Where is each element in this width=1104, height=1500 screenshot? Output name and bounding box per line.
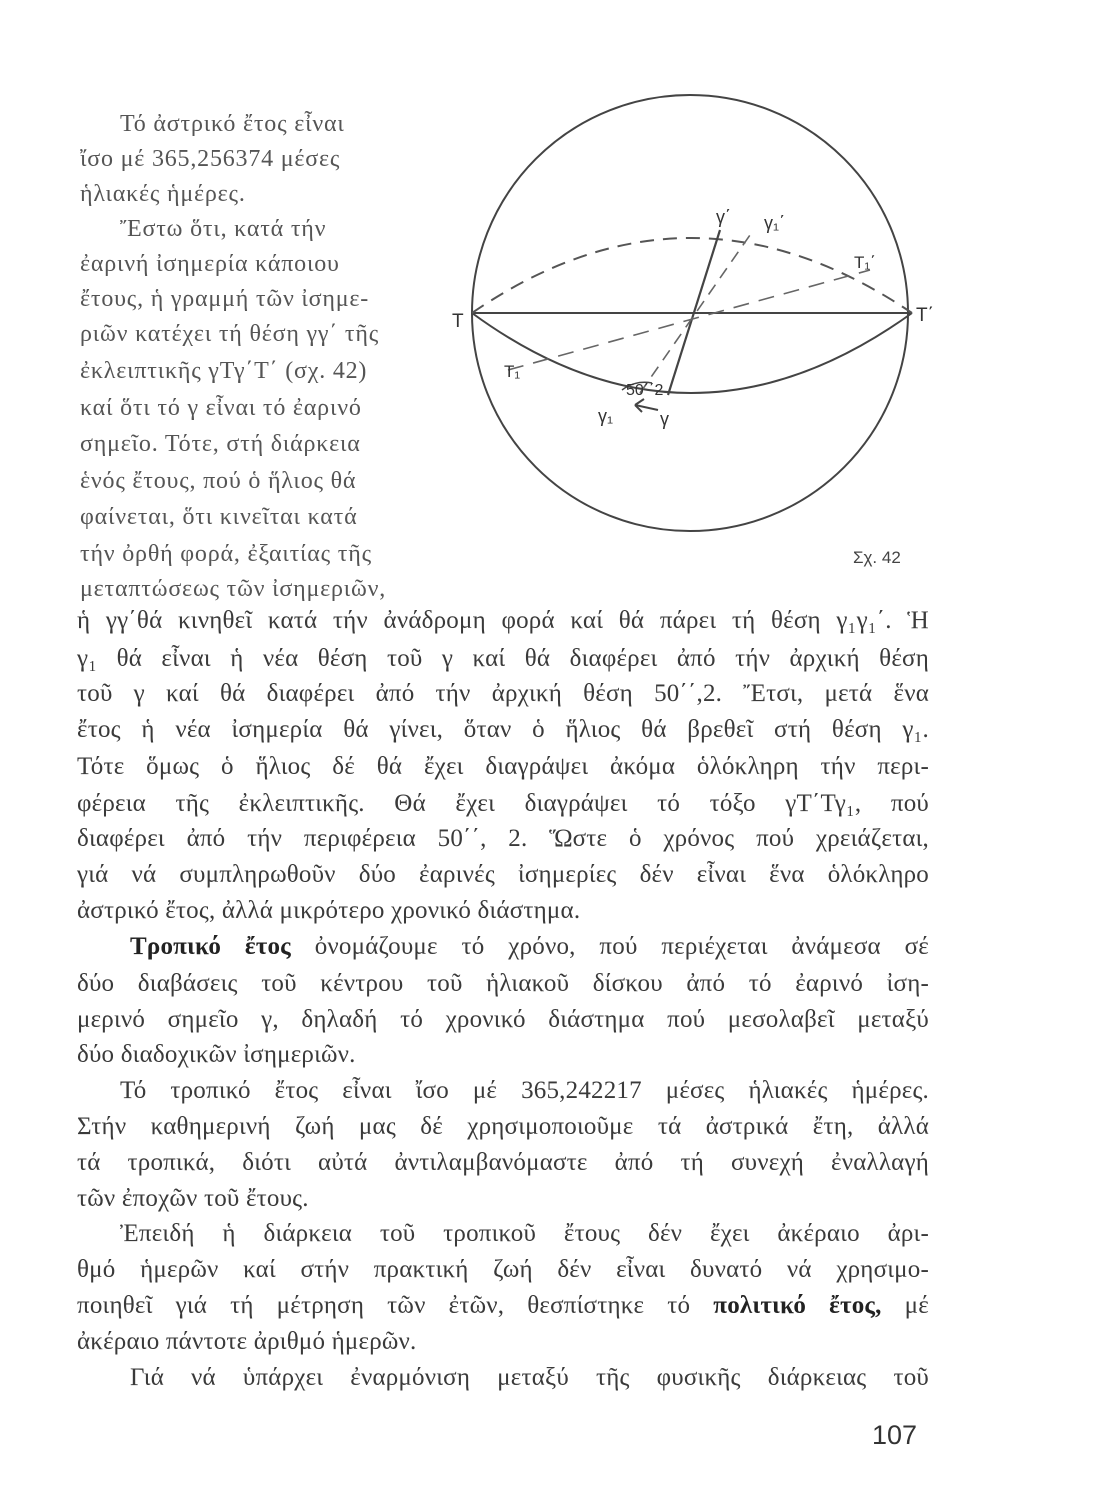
body-line-5: Τότε ὅμως ὁ ἥλιος δέ θά ἔχει διαγράψει ἀκόμα ὁλόκληρη τήν περι- bbox=[77, 753, 929, 780]
civil-year-line-4: ἀκέραιο πάντοτε ἀριθμό ἡμερῶν. bbox=[77, 1328, 417, 1355]
page-number: 107 bbox=[872, 1420, 918, 1450]
intro-line-2: ἴσο μέ 365,256374 μέσες bbox=[80, 146, 341, 172]
figure-caption: Σχ. 42 bbox=[853, 548, 901, 567]
civil-year-term: πολιτικό ἔτος, bbox=[713, 1292, 882, 1319]
body-line-7: διαφέρει ἀπό τήν περιφέρεια 50΄΄, 2. Ὥστε ὁ χρόνος πού χρειάζεται, bbox=[77, 825, 929, 852]
civil-year-line-3-pre: ποιηθεῖ γιά τή μέτρηση τῶν ἐτῶν, θεσπίστηκε τό bbox=[77, 1292, 714, 1319]
label-T1: T₁ bbox=[504, 362, 521, 381]
label-gamma-prime: γ΄ bbox=[716, 207, 731, 227]
body-line-4: ἔτος ἡ νέα ἰσημερία θά γίνει, ὅταν ὁ ἥλιος θά βρεθεῖ στή θέση γ₁. bbox=[77, 716, 929, 743]
civil-year-line-3-post: μέ bbox=[881, 1292, 929, 1319]
body-line-9: ἀστρικό ἔτος, ἀλλά μικρότερο χρονικό διάστημα. bbox=[77, 897, 581, 924]
tropical-definition-line-2: δύο διαβάσεις τοῦ κέντρου τοῦ ἡλιακοῦ δίσκου ἀπό τό ἐαρινό ἰση- bbox=[77, 970, 929, 997]
ecliptic-front-arc bbox=[472, 313, 912, 393]
body-line-3: τοῦ γ καί θά διαφέρει ἀπό τήν ἀρχική θέση 50΄΄,2. Ἔτσι, μετά ἕνα bbox=[77, 680, 929, 707]
intro-line-6: ἔτους, ἡ γραμμή τῶν ἰσημε- bbox=[80, 286, 370, 312]
body-line-2: γ₁ θά εἶναι ἡ νέα θέση τοῦ γ καί θά διαφέρει ἀπό τήν ἀρχική θέση bbox=[77, 645, 929, 672]
label-gamma1-prime: γ₁΄ bbox=[764, 213, 786, 233]
intro-line-8: ἐκλειπτικῆς γΤγ΄Τ΄ (σχ. 42) bbox=[80, 358, 368, 384]
civil-year-line-3 bbox=[77, 1292, 929, 1320]
tropical-year-term: Τροπικό ἔτος bbox=[130, 933, 291, 960]
intro-line-4: Ἔστω ὅτι, κατά τήν bbox=[120, 216, 327, 242]
label-T1-prime: T₁΄ bbox=[854, 253, 876, 272]
tropical-definition-line-1 bbox=[130, 933, 929, 961]
tropical-definition-line-4: δύο διαδοχικῶν ἰσημεριῶν. bbox=[77, 1041, 356, 1068]
civil-year-line-2: θμό ἡμερῶν καί στήν πρακτική ζωή δέν εἶναι δυνατό νά χρησιμο- bbox=[77, 1256, 929, 1283]
label-T: T bbox=[452, 311, 464, 332]
intro-line-7: ριῶν κατέχει τή θέση γγ΄ τῆς bbox=[80, 321, 380, 347]
intro-line-5: ἐαρινή ἰσημερία κάποιου bbox=[80, 251, 340, 277]
tropical-definition-rest: ὀνομάζουμε τό χρόνο, πού περιέχεται ἀνάμεσα σέ bbox=[290, 933, 929, 960]
body-line-6: φέρεια τῆς ἐκλειπτικῆς. Θά ἔχει διαγράψει τό τόξο γΤ΄Τγ₁, πού bbox=[77, 790, 929, 817]
ecliptic-back-arc bbox=[472, 238, 912, 313]
label-T-prime: T΄ bbox=[916, 305, 934, 326]
label-arc-value: 50΄΄2 bbox=[626, 382, 664, 399]
tropical-definition-line-3: μερινό σημεῖο γ, δηλαδή τό χρονικό διάστημα πού μεσολαβεῖ μεταξύ bbox=[77, 1006, 929, 1033]
tropical-value-line-2: Στήν καθημερινή ζωή μας δέ χρησιμοποιοῦμε τά ἀστρικά ἔτη, ἀλλά bbox=[77, 1113, 929, 1140]
body-line-1: ἡ γγ΄θά κινηθεῖ κατά τήν ἀνάδρομη φορά καί θά πάρει τή θέση γ₁γ₁΄. Ἡ bbox=[77, 607, 929, 634]
tropical-value-line-3: τά τροπικά, διότι αὐτά ἀντιλαμβανόμαστε ἀπό τή συνεχή ἐναλλαγή bbox=[77, 1149, 929, 1176]
intro-line-12: φαίνεται, ὅτι κινεῖται κατά bbox=[80, 504, 358, 530]
intro-line-1: Τό ἀστρικό ἔτος εἶναι bbox=[120, 111, 345, 137]
ecliptic-diagram bbox=[450, 85, 940, 585]
intro-line-3: ἡλιακές ἡμέρες. bbox=[80, 181, 246, 207]
intro-line-13: τήν ὀρθή φορά, ἐξαιτίας τῆς bbox=[80, 541, 372, 567]
civil-year-line-1: Ἐπειδή ἡ διάρκεια τοῦ τροπικοῦ ἔτους δέν ἔχει ἀκέραιο ἀρι- bbox=[120, 1220, 929, 1247]
body-line-8: γιά νά συμπληρωθοῦν δύο ἐαρινές ἰσημερίες δέν εἶναι ἕνα ὁλόκληρο bbox=[77, 861, 929, 888]
label-gamma: γ bbox=[660, 409, 669, 429]
harmonization-line: Γιά νά ὑπάρχει ἐναρμόνιση μεταξύ τῆς φυσικῆς διάρκειας τοῦ bbox=[130, 1364, 929, 1391]
shifted-ecliptic-line bbox=[508, 270, 870, 370]
intro-line-14: μεταπτώσεως τῶν ἰσημεριῶν, bbox=[80, 576, 387, 602]
label-gamma1: γ₁ bbox=[598, 406, 614, 426]
intro-line-9: καί ὅτι τό γ εἶναι τό ἐαρινό bbox=[80, 395, 362, 421]
tropical-value-line-4: τῶν ἐποχῶν τοῦ ἔτους. bbox=[77, 1185, 309, 1212]
intro-line-10: σημεῖο. Τότε, στή διάρκεια bbox=[80, 431, 361, 457]
tropical-value-line-1: Τό τροπικό ἔτος εἶναι ἴσο μέ 365,242217 μέσες ἡλιακές ἡμέρες. bbox=[120, 1077, 929, 1104]
intro-line-11: ἑνός ἔτους, πού ὁ ἥλιος θά bbox=[80, 468, 357, 494]
